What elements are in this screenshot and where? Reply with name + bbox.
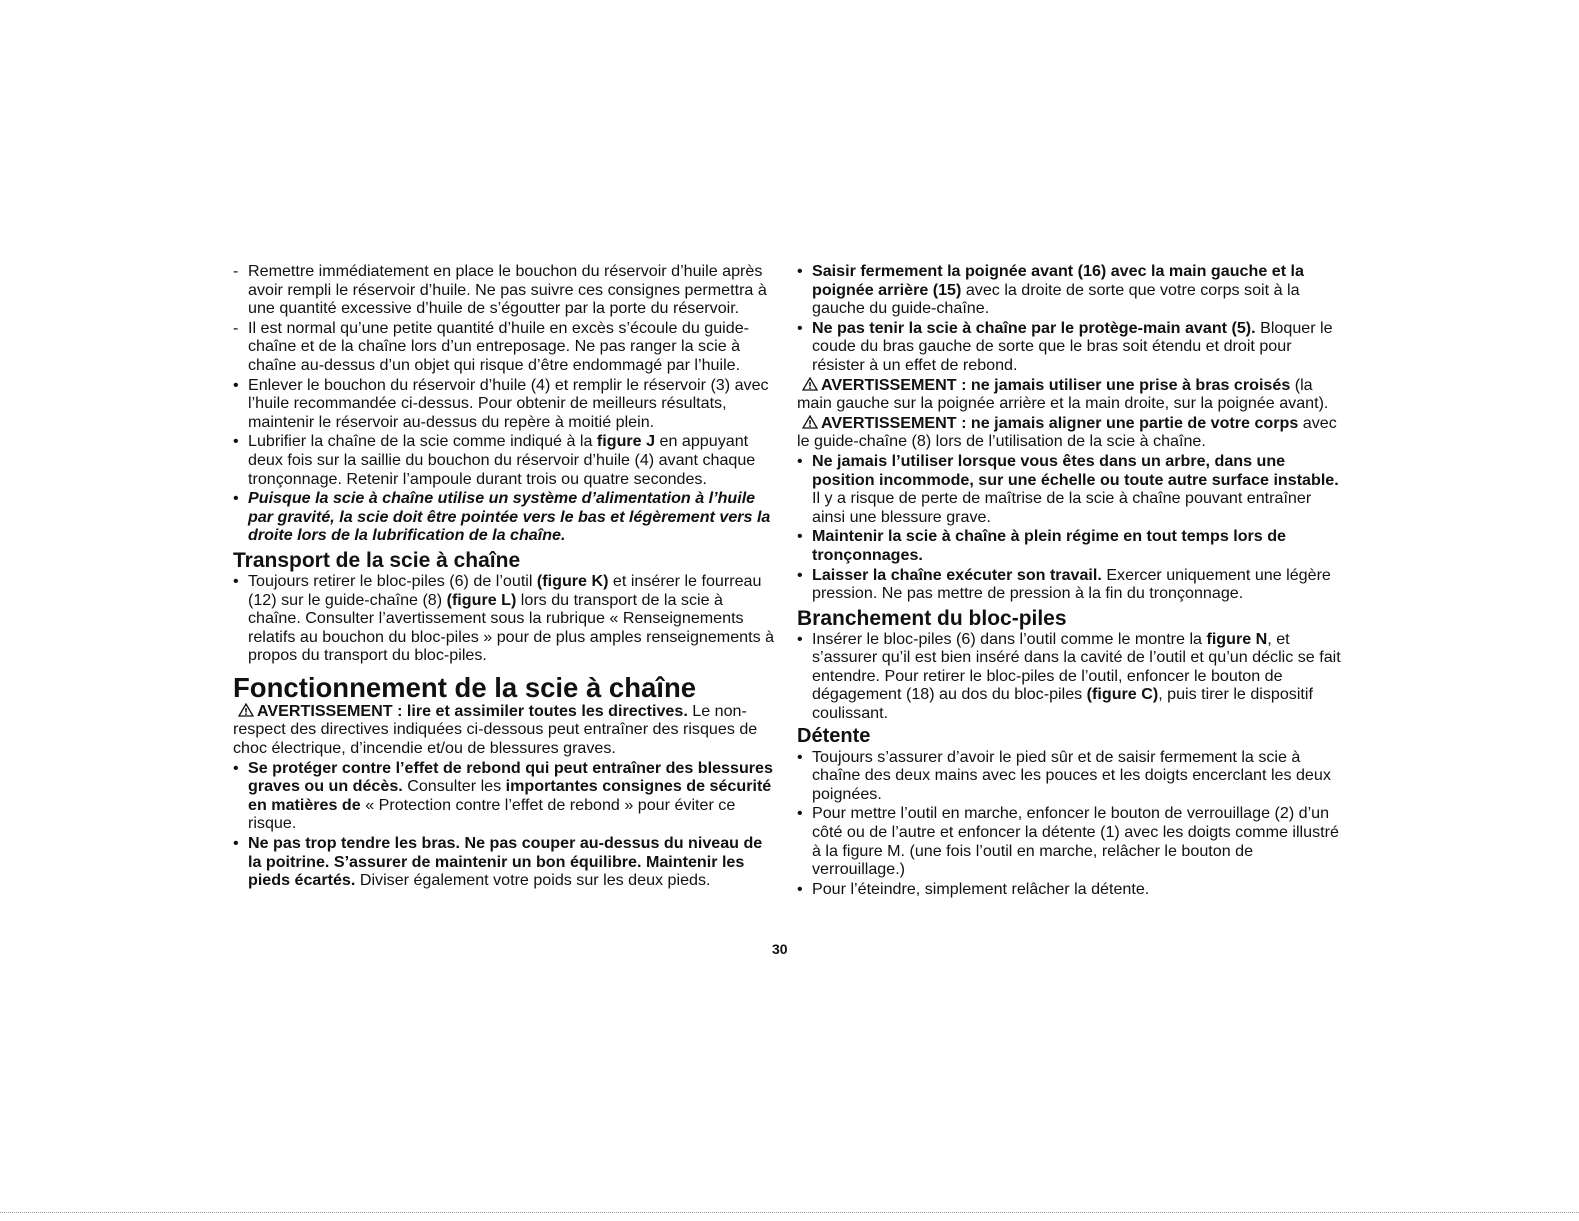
warning-triangle-icon (802, 415, 818, 429)
list-item-full-speed: • Maintenir la scie à chaîne à plein régime en tout temps lors de tronçonnages. (797, 527, 1287, 564)
list-item: • Enlever le bouchon du réservoir d’huile (4) et remplir le réservoir (3) avec l’huile recommandée ci-dessus. Pour obtenir de meilleurs résultats, maintenir le réservoir au-dessus du repère à moitié plein. (233, 375, 769, 431)
page-number: 30 (772, 941, 788, 957)
divider (0, 1212, 1579, 1213)
right-column (797, 262, 1345, 899)
list-item-gravity-note: • Puisque la scie à chaîne utilise un système d’alimentation à l’huile par gravité, la scie doit être pointée vers le bas et légèrement vers la droite lors de la lubrification de la chaîne. (233, 489, 771, 545)
list-item-hand-guard: • Ne pas tenir la scie à chaîne par le protège-main avant (5). Bloquer le coude du bras gauche de sorte que le bras soit étendu et droit pour résister à un effet de rebond. (797, 318, 1333, 374)
list-item-tree: • Ne jamais l’utiliser lorsque vous êtes dans un arbre, dans une position incommode, sur une échelle ou toute autre surface instable. Il y a risque de perte de maîtrise de la scie à chaîne pouvant entraîner ainsi une blessure grave. (797, 451, 1339, 526)
warning-paragraph-cross-grip: AVERTISSEMENT : ne jamais utiliser une prise à bras croisés (la main gauche sur la poignée arrière et la main droite, sur la poignée avant). (797, 375, 1329, 413)
list-item-grip: • Saisir fermement la poignée avant (16) avec la main gauche et la poignée arrière (15) avec la droite de sorte que votre corps soit à la gauche du guide-chaîne. (797, 262, 1304, 318)
list-item: • Pour l’éteindre, simplement relâcher la détente. (797, 879, 1150, 898)
section-heading-battery: Branchement du bloc-piles (797, 606, 1067, 630)
list-item-battery: • Insérer le bloc-piles (6) dans l’outil comme le montre la figure N, et s’assurer qu’il est bien inséré dans la cavité de l’outil et qu’un déclic se fait entendre. Pour retirer le bloc-piles de l’outil, enfoncer le bouton de dégagement (18) au dos du bloc-piles (figure C), puis tirer le dispositif coulissant. (797, 629, 1341, 723)
warning-paragraph: AVERTISSEMENT : lire et assimiler toutes les directives. Le non-respect des directives indiquées ci-dessous peut entraîner des risques de choc électrique, d’incendie et/ou de blessures graves. (233, 701, 758, 758)
warning-triangle-icon (802, 377, 818, 391)
warning-paragraph-alignment: AVERTISSEMENT : ne jamais aligner une partie de votre corps avec le guide-chaîne (8) lors de l’utilisation de la scie à chaîne. (797, 413, 1337, 451)
warning-triangle-icon (238, 703, 254, 717)
list-item-kickback: • Se protéger contre l’effet de rebond qui peut entraîner des blessures graves ou un décès. Consulter les importantes consignes de sécurité en matières de « Protection contre l’effet de rebond » pour éviter ce risque. (233, 758, 773, 833)
list-item-transport: • Toujours retirer le bloc-piles (6) de l’outil (figure K) et insérer le fourreau (12) sur le guide-chaîne (8) (figure L) lors du transport de la scie à chaîne. Consulter l’avertissement sous la rubrique « Renseignements relatifs au bouchon du bloc-piles » pour de plus amples renseignements à propos du transport du bloc-piles. (233, 571, 775, 665)
list-item: - Remettre immédiatement en place le bouchon du réservoir d’huile après avoir rempli le réservoir d’huile. Ne pas suivre ces consignes permettra à une quantité excessive d’huile de s’égoutter par la porte du réservoir. (233, 262, 767, 318)
section-heading-transport: Transport de la scie à chaîne (233, 548, 521, 572)
list-item-lubricate: • Lubrifier la chaîne de la scie comme indiqué à la figure J en appuyant deux fois sur la saillie du bouchon du réservoir d’huile (4) avant chaque tronçonnage. Retenir l’ampoule durant trois ou quatre secondes. (233, 432, 756, 488)
list-item-balance: • Ne pas trop tendre les bras. Ne pas couper au-dessus du niveau de la poitrine. S’assurer de maintenir un bon équilibre. Maintenir les pieds écartés. Diviser également votre poids sur les deux pieds. (233, 834, 763, 890)
left-column (233, 262, 776, 891)
section-heading-operation: Fonctionnement de la scie à chaîne (233, 671, 697, 703)
list-item-chain-work: • Laisser la chaîne exécuter son travail. Exercer uniquement une légère pression. Ne pas mettre de pression à la fin du tronçonnage. (797, 565, 1331, 603)
list-item: • Toujours s’assurer d’avoir le pied sûr et de saisir fermement la scie à chaîne des deux mains avec les pouces et les doigts encerclant les deux poignées. (797, 747, 1331, 803)
section-heading-trigger: Détente (797, 724, 871, 747)
list-item: - Il est normal qu’une petite quantité d’huile en excès s’écoule du guide-chaîne et de la chaîne lors d’un entreposage. Ne pas ranger la scie à chaîne au-dessus d’un objet qui risque d’être endommagé par l’huile. (233, 318, 750, 374)
list-item: • Pour mettre l’outil en marche, enfoncer le bouton de verrouillage (2) d’un côté ou de l’autre et enfoncer la détente (1) avec les doigts comme illustré à la figure M. (une fois l’outil en marche, relâcher le bouton de verrouillage.) (797, 804, 1339, 879)
